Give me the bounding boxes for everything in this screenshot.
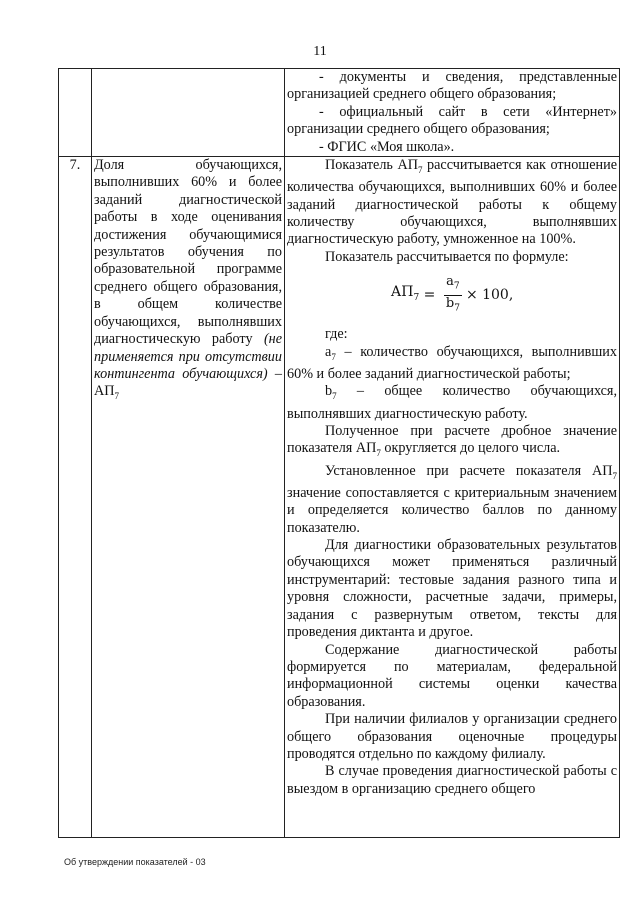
formula-lhs-sub: 7 — [413, 292, 420, 303]
b-definition — [287, 383, 617, 423]
rounding-sub: 7 — [376, 448, 381, 459]
branches-paragraph: При наличии филиалов у организации среднего общего образования оценочные процедуры проводятся отдельно по каждому филиалу. — [287, 711, 617, 762]
tools-paragraph: Для диагностики образовательных результатов обучающихся может применяться различный инструментарий: тестовые задания разного типа и уровня сложности, расчетные задачи, примеры, задания с развернутым ответом, тексты для проведения диктанта и другое. — [287, 537, 617, 641]
a-sym: a — [325, 343, 332, 360]
source-line-documents: - документы и сведения, представленные организацией среднего общего образования; — [287, 69, 617, 103]
desc-intro-a: Показатель АП — [325, 157, 418, 174]
compare-a: Установленное при расчете показателя АП — [325, 462, 613, 479]
formula-lhs-text: АП — [390, 283, 414, 300]
indicator-sub: 7 — [114, 391, 119, 402]
rounding-paragraph — [287, 423, 617, 463]
page-number: 11 — [313, 44, 327, 59]
cell-number-empty — [59, 69, 92, 157]
table-row — [59, 157, 620, 838]
indicator-suffix: – АП — [94, 365, 282, 400]
formula-den-sym: b — [445, 295, 455, 311]
cell-sources — [285, 69, 620, 157]
desc-intro-sub: 7 — [417, 164, 423, 175]
desc-intro — [287, 157, 617, 249]
formula-rhs: × 100, — [465, 286, 514, 303]
formula-numerator — [444, 274, 462, 296]
b-sym: b — [325, 383, 333, 400]
content-paragraph: Содержание диагностической работы формируется по материалам, федеральной информационной системы оценки качества образования. — [287, 641, 617, 710]
compare-paragraph — [287, 463, 617, 537]
indicator-name — [94, 157, 282, 406]
formula-fraction — [444, 274, 462, 316]
row-number: 7. — [69, 157, 81, 174]
indicator-plain: Доля обучающихся, выполнивших 60% и более заданий диагностической работы в ходе оценивания достижения обучающимися результатов обучения по образовательной программе среднего общего образования, в общем количестве обучающихся, выполнявших диагностическую работу — [94, 157, 282, 348]
cell-row-number — [59, 157, 92, 838]
formula-den-sub: 7 — [454, 303, 460, 314]
rounding-a: Полученное при расчете дробное значение показателя АП — [287, 422, 617, 457]
a-sub: 7 — [331, 351, 336, 362]
table-row — [59, 69, 620, 157]
source-line-website: - официальный сайт в сети «Интернет» организации среднего общего образования; — [287, 103, 617, 138]
desc-intro-b: рассчитывается как отношение количества обучающихся, выполнивших 60% и более заданий диагностической работы к общему количеству обучающихся, выполнявших диагностическую работу, умноженное на 100%. — [287, 157, 618, 248]
footer-text: Об утверждении показателей - 03 — [64, 857, 206, 867]
a-definition — [287, 344, 617, 384]
source-line-fgis: - ФГИС «Моя школа». — [319, 138, 455, 155]
cell-description — [285, 157, 620, 838]
rounding-b: округляется до целого числа. — [380, 440, 561, 457]
a-text: – количество обучающихся, выполнивших 60% и более заданий диагностической работы; — [287, 343, 617, 382]
b-sub: 7 — [332, 391, 337, 402]
formula-denominator — [444, 296, 462, 317]
compare-b: значение сопоставляется с критериальным значением и определяется количество баллов по данному показателю. — [287, 484, 617, 536]
b-text: – общее количество обучающихся, выполнявших диагностическую работу. — [287, 383, 617, 422]
desc-formula-intro: Показатель рассчитывается по формуле: — [325, 248, 569, 265]
indicators-table — [58, 68, 620, 838]
where-label: где: — [325, 326, 348, 343]
formula-num-sym: a — [446, 274, 454, 290]
compare-sub: 7 — [612, 470, 617, 481]
formula-num-sub: 7 — [453, 281, 460, 292]
formula-lhs — [391, 284, 420, 307]
visit-paragraph: В случае проведения диагностической работы с выездом в организацию среднего общего — [287, 763, 617, 797]
formula-equals: = — [419, 286, 440, 303]
formula — [287, 268, 617, 322]
cell-indicator-name — [92, 157, 285, 838]
indicator-note: (не применяется при отсутствии контингента обучающихся) — [94, 331, 282, 382]
cell-indicator-empty — [92, 69, 285, 157]
